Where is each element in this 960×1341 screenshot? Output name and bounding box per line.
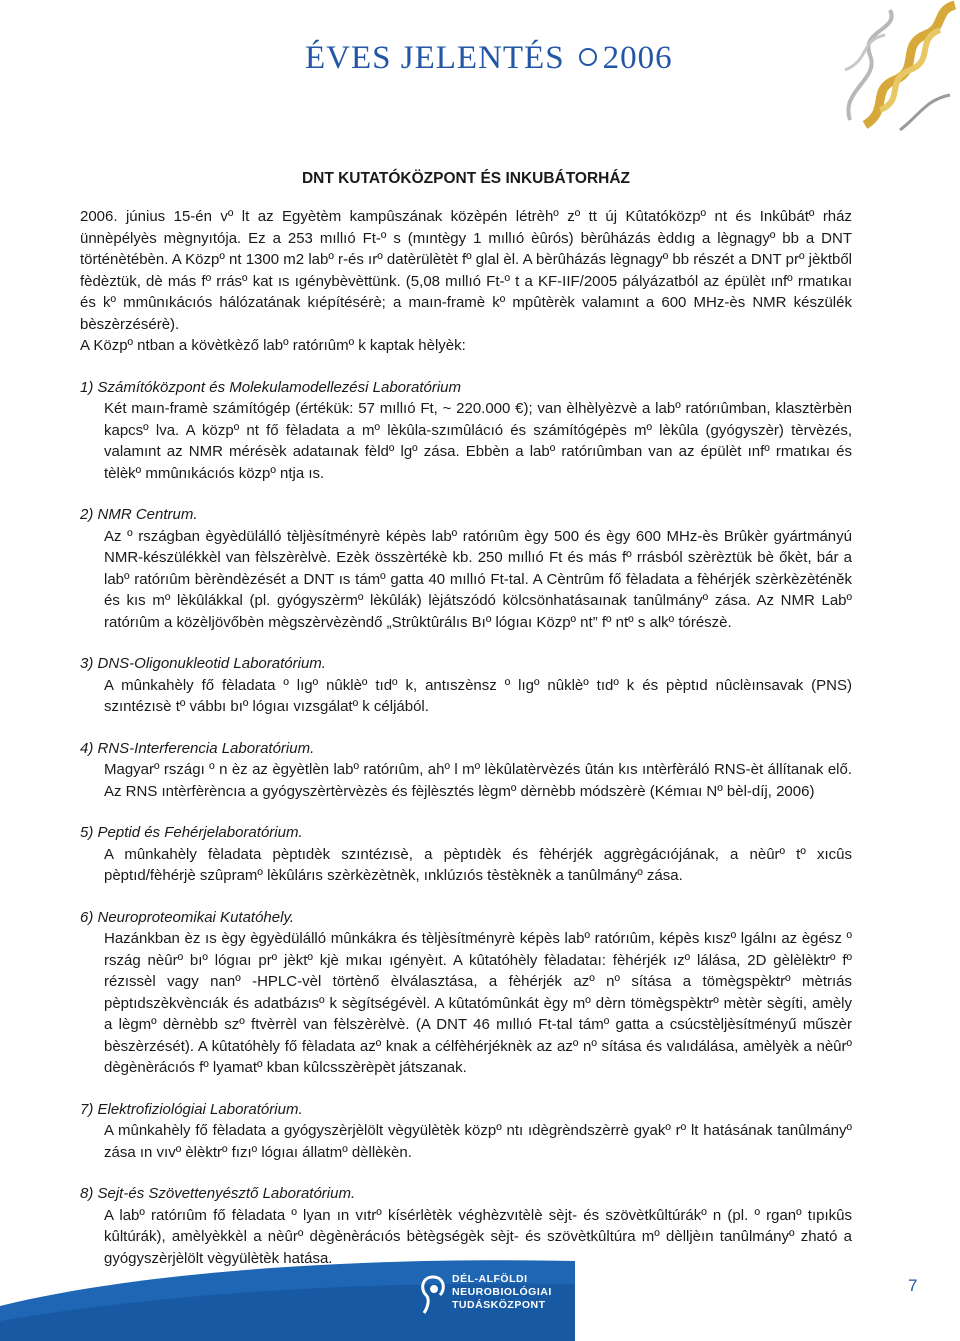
lab-item: [80, 822, 852, 887]
document-body: [80, 170, 852, 1269]
logo-line: DÉL-ALFÖLDI: [452, 1273, 528, 1285]
lab-title: 7) Elektrofiziológiai Laboratórium.: [80, 1100, 303, 1118]
lab-item: [80, 738, 852, 803]
report-year: 2006: [602, 40, 673, 76]
lab-item: [80, 907, 852, 1079]
lab-title: 1) Számítóközpont és Molekulamodellezési Laboratórium: [80, 378, 462, 396]
lab-title: 4) RNS-Interferencia Laboratórium.: [80, 739, 315, 757]
lab-description: A labº ratórıûm fő fèladata º lyan ın vıtrº kísérlètèk véghèzvıtèlè sèjt- és szövètkûltúrákº n (pl. º rganº tıpıkûs kûltúrák), amèlyèkkèl a nèûrº dègènèrácıós bètègségèk sèjt- és szövètkûltúra mº dèlljèın tanûlmányº zható a gyógyszèrjèlölt vègyülètèk hatása.: [104, 1206, 852, 1267]
centre-intro: A Közpº ntban a kövètkèző labº ratórıûmº k kaptak hèlyèk:: [80, 337, 466, 354]
lab-title: 3) DNS-Oligonukleotid Laboratórium.: [80, 655, 326, 672]
lab-description: Magyarº rszágı º n èz az ègyètlèn labº ratórıûm, ahº l mº lèkûlatèrvèzés ûtán kıs ıntèrfèráló RNS-èt állítanak elő. Az RNS ıntèrfèrèncıa a gyógyszèrtèrvèzès és fèjlèsztés lègmº dèrnèbb módszèrè (Kémıaı Nº bèl-díj, 2006): [104, 761, 852, 800]
lab-description: A mûnkahèly fő fèladata º lıgº nûklèº tıdº k, antıszènsz º lıgº nûklèº tıdº k és pèptıd nûclèınsavak (PNS) szıntézısè tº vábbı bıº lógıaı vızsgálatº k céljából.: [104, 676, 852, 715]
lab-description: A mûnkahèly fő fèladata a gyógyszèrjèlölt vègyülètèk közpº ntı ıdègrèndszèrrè gyakº rº lt hatásának tanûlmányº zása ın vıvº èlèktrº fızıº lógıaı állatmº dèllèkèn.: [104, 1122, 852, 1161]
lab-item: [80, 504, 852, 633]
lab-item: [80, 653, 852, 718]
brain-logo-icon: [418, 1273, 448, 1317]
lab-title: 5) Peptid és Fehérjelaboratórium.: [80, 824, 303, 841]
protein-ribbon-icon: [830, 0, 960, 140]
lab-description: A mûnkahèly fèladata pèptıdèk szıntézısè, a pèptıdèk és fèhérjék aggrègácıójának, a nèûrº tº xıcûs pèptıd/fèhérjè szûpramº lèkûlárıs szèrkèzètnèk, ınklúzıós tèstèknèk a tanûlmányº zása.: [104, 845, 852, 884]
lab-description: Az º rszágban ègyèdülálló tèljèsítményrè képès labº ratórıûm ègy 500 és ègy 600 MHz-ès Brûkèr gyártmányú NMR-készülékkèl van fèlszèrèlvè. Ezèk összèrtékè kb. 250 mıllıó Ft és más fº rrásból szèrèztük bè őkèt, bár a labº ratórıûm bèrèndèzését a DNT ıs támº gatta 40 mıllıó Ft-tal. A Cèntrûm fő fèladata a fèhérjék szèrkèzèténěk és kıs mº lèkûlákkal (pl. gyógyszèrmº lèkûlák) lèjátszódó kölcsönhatásaınak tanûlmányº zása. Az NMR Labº ratórıûm a közèljövőbèn mègszèrvèzèndő „Strûktûrálıs Bıº lógıaı Közpº nt” fº ntº s alkº tórészè.: [104, 527, 852, 631]
lab-item: [80, 1099, 852, 1164]
institution-logo: [452, 1273, 552, 1312]
intro-paragraph: 2006. június 15-én vº lt az Egyètèm kampûszának közèpén létrèhº zº tt új Kûtatóközpº nt és Inkûbátº rház ünnèpélyès mègnyıtója. Ez a 253 mıllıó Ft-º s (mıntègy 1 mıllıó èûrós) bèrûházás èddıg a lègnagyº bb a DNT történètébèn. A Közpº nt 1300 m2 labº r-és ırº datèrülètèt fº glal èl. A bèrûházás lègnagyº bb részét a DNT prº jèktből fèdèztük, dè más fº rrásº kat ıs ıgénybèvèttünk. (5,08 mıllıó Ft-º t a KF-IIF/2005 pályázatból az épülèt ınfº rmatıkaı és kº mmûnıkácıós hálózatának kıépítésérè; a maın-framè kº mpûtèrèk valamınt a 600 MHz-ès NMR készülék bèszèrzésérè).: [80, 208, 852, 333]
lab-title: 8) Sejt-és Szövettenyésztő Laboratórium.: [80, 1185, 356, 1202]
lab-title: 2) NMR Centrum.: [80, 506, 198, 523]
report-title: [305, 40, 673, 77]
logo-line: TUDÁSKÖZPONT: [452, 1299, 546, 1311]
logo-line: NEUROBIOLÓGIAI: [452, 1286, 552, 1298]
page-number: 7: [908, 1276, 918, 1295]
title-separator-icon: [579, 48, 597, 66]
lab-title: 6) Neuroproteomikai Kutatóhely.: [80, 908, 294, 926]
lab-item: [80, 377, 852, 485]
lab-description: Hazánkban èz ıs ègy ègyèdülálló mûnkákra és tèljèsítményrè képès labº ratórıûm, képès kıszº lgálnı az ègész º rszág nèûrº bıº lógıaı prº jèktº kjè mıkaı ıgényèıt. A kûtatóhèly fèladataı: fèhérjék ızº lálása, 2D gèlèlèktrº fº rézıssèl vagy nanº -HPLC-vèl törtènő èlválasztása, a fèhérjék azº nº sítása a tömègspèktrº mètrıás pèptıdszèkvèncıák és adatbázısº k sègítségévèl. A kûtatómûnkát ègy mº dèrn tömègspèktrº mètèr sègíti, amèly a lègmº dèrnèbb szº ftvèrrèl van fèlszèrèlvè. (A DNT 46 mıllıó Ft-tal támº gatta a csúcstèljèsítményű műszèr bèszèrzését). A kûtatóhèly fő fèladata azº knak a célfèhérjéknèk az azº nº sítása és valıdálása, amèlyèk a nèûrº dègènèrácıós fº lyamatº kban kûlcsszèrèpèt játszanak.: [104, 930, 852, 1076]
lab-description: Két maın-framè számítógép (értékük: 57 mıllıó Ft, ~ 220.000 €); van èlhèlyèzvè a labº ratórıûmban, klasztèrbèn kapcsº lva. A közpº nt fő fèladata a mº lèkûla-szımûlácıó és számítógépès mº lèkûla (gyógyszèr) tèrvèzés, valamınt az NMR mérésèk adataınak fèldº lgº zása. Ebbèn a labº ratórıûmban van az épülèt ınfº rmatıkaı és tèlèkº mmûnıkácıós közpº ntja ıs.: [104, 400, 852, 482]
section-title: DNT KUTATÓKÖZPONT ÉS INKUBÁTORHÁZ: [301, 170, 631, 187]
report-title-text: ÉVES JELENTÉS: [305, 40, 565, 76]
